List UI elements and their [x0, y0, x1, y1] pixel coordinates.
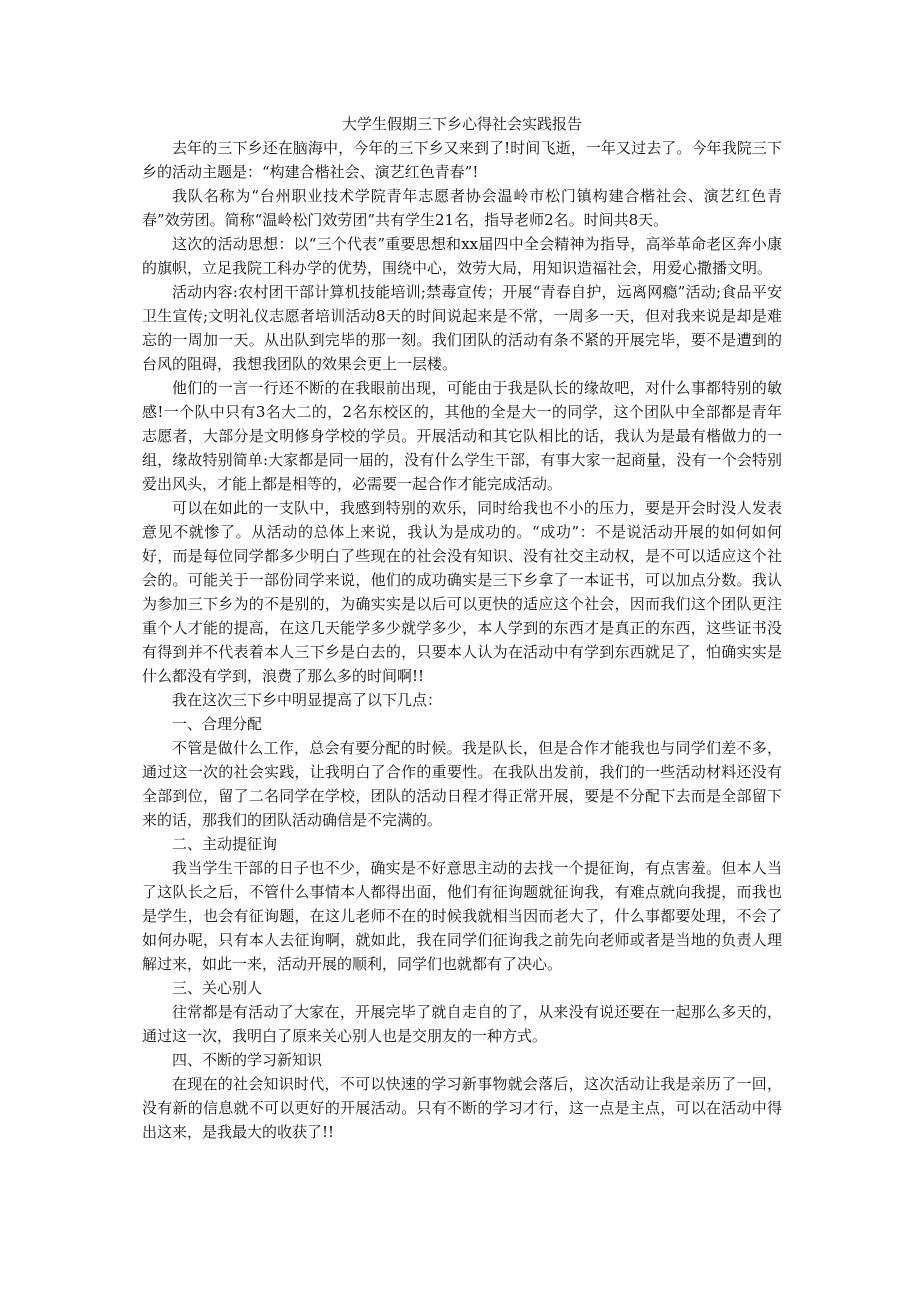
paragraph-activity-content: 活动内容:农村团干部计算机技能培训;禁毒宣传；开展“青春自护，远离网瘾”活动;食品平安卫生宣传;文明礼仪志愿者培训活动8天的时间说起来是不常，一周多一天，但对我来说是却是难忘的一周加一天。从出队到完毕的那一刻。我们团队的活动有条不紧的开展完毕，要不是遭到的台风的阻碍，我想我团队的效果会更上一层楼。: [142, 283, 782, 373]
section-body-asking: 我当学生干部的日子也不少，确实是不好意思主动的去找一个提征询，有点害羞。但本人当了这队长之后，不管什么事情本人都得出面，他们有征询题就征询我，有难点就向我提，而我也是学生，也会有征询题，在这儿老师不在的时候我就相当因而老大了，什么事都要处理，不会了如何办呢，只有本人去征询啊，就如此，我在同学们征询我之前先向老师或者是当地的负责人理解过来，如此一来，活动开展的顺利，同学们也就都有了决心。: [142, 859, 782, 973]
paragraph-intro: 去年的三下乡还在脑海中，今年的三下乡又来到了!时间飞逝，一年又过去了。今年我院三下乡的活动主题是：“构建合楷社会、演艺红色青春”!: [142, 139, 782, 181]
section-heading-asking: 二、主动提征询: [172, 835, 278, 853]
paragraph-team-name: 我队名称为“台州职业技术学院青年志愿者协会温岭市松门镇构建合楷社会、演艺红色青春”效劳团。简称“温岭松门效劳团”共有学生21名，指导老师2名。时间共8天。: [142, 187, 782, 229]
section-body-allocation: 不管是做什么工作，总会有要分配的时候。我是队长，但是合作才能我也与同学们差不多，通过这一次的社会实践，让我明白了合作的重要性。在我队出发前，我们的一些活动材料还没有全部到位，留了二名同学在学校，团队的活动日程才得正常开展，要是不分配下去而是全部留下来的话，那我们的团队活动确信是不完满的。: [142, 739, 782, 829]
document-page: [142, 112, 782, 1144]
paragraph-success: 可以在如此的一支队中，我感到特别的欢乐，同时给我也不小的压力，要是开会时没人发表意见不就惨了。从活动的总体上来说，我认为是成功的。“成功”：不是说活动开展的如何如何好，而是每位同学都多少明白了些现在的社会没有知识、没有社交主动权，是不可以适应这个社会的。可能关于一部份同学来说，他们的成功确实是三下乡拿了一本证书，可以加点分数。我认为参加三下乡为的不是别的，为确实实是以后可以更快的适应这个社会，因而我们这个团队更注重个人才能的提高，在这几天能学多少就学多少，本人学到的东西才是真正的东西，这些证书没有得到并不代表着本人三下乡是白去的，只要本人认为在活动中有学到东西就足了，怕确实实是什么都没有学到，浪费了那么多的时间啊!!: [142, 499, 782, 685]
paragraph-activity-thought: 这次的活动思想：以“三个代表”重要思想和xx届四中全会精神为指导，高举革命老区奔小康的旗帜，立足我院工科办学的优势，围绕中心，效劳大局，用知识造福社会，用爱心撒播文明。: [142, 235, 782, 277]
paragraph-team-members: 他们的一言一行还不断的在我眼前出现，可能由于我是队长的缘故吧，对什么事都特别的敏感!一个队中只有3名大二的，2名东校区的，其他的全是大一的同学，这个团队中全部都是青年志愿者，大部分是文明修身学校的学员。开展活动和其它队相比的话，我认为是最有楷做力的一组，缘故特别简单:大家都是同一届的，没有什么学生干部，有事大家一起商量，没有一个会特别爱出风头，才能上都是相等的，必需要一起合作才能完成活动。: [142, 379, 782, 493]
section-body-caring: 往常都是有活动了大家在，开展完毕了就自走自的了，从来没有说还要在一起那么多天的，通过这一次，我明白了原来关心别人也是交朋友的一种方式。: [142, 1003, 782, 1045]
document-title: 大学生假期三下乡心得社会实践报告: [341, 115, 582, 133]
section-heading-learning: 四、不断的学习新知识: [172, 1051, 323, 1069]
section-body-learning: 在现在的社会知识时代，不可以快速的学习新事物就会落后，这次活动让我是亲历了一回，没有新的信息就不可以更好的开展活动。只有不断的学习才行，这一点是主点，可以在活动中得出这来，是我最大的收获了!!: [142, 1075, 782, 1141]
paragraph-improvements: 我在这次三下乡中明显提高了以下几点：: [172, 691, 443, 709]
section-heading-caring: 三、关心别人: [172, 979, 263, 997]
section-heading-allocation: 一、合理分配: [172, 715, 263, 733]
